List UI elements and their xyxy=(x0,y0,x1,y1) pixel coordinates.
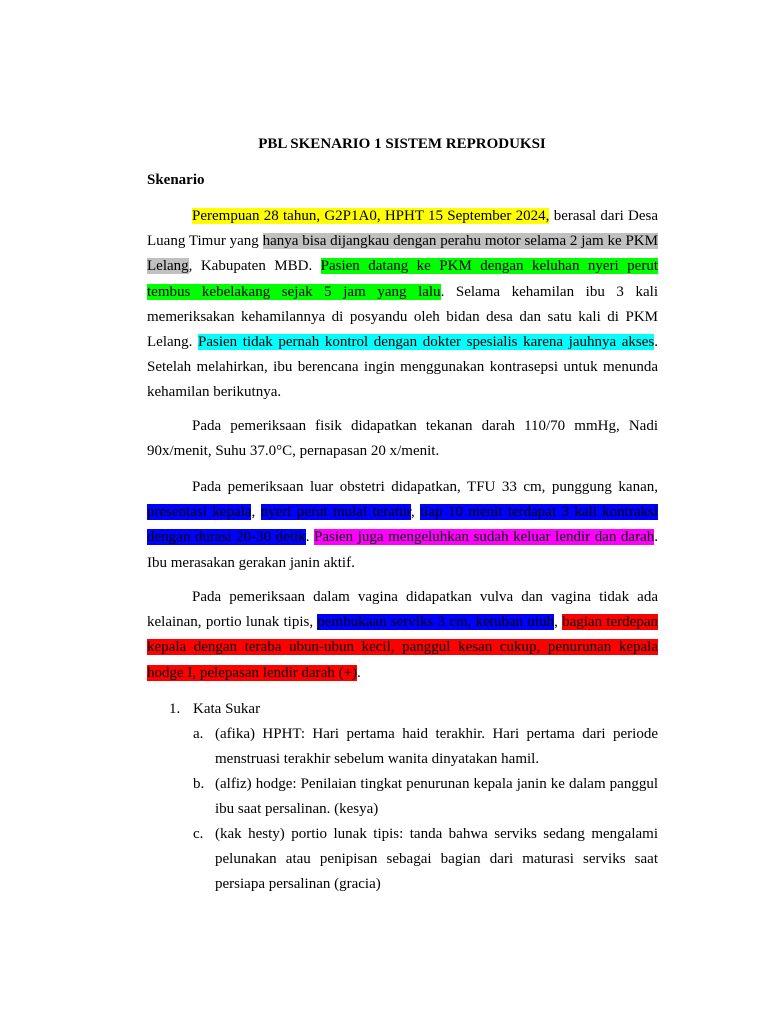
highlight-chief-complaint: Pasien datang ke PKM dengan keluhan nyeri perut tembus kebelakang sejak 5 jam yang lalu xyxy=(147,258,658,300)
text-segment: Pada pemeriksaan luar obstetri didapatkan, TFU 33 cm, punggung kanan, xyxy=(192,479,658,495)
sub-list-letter: a. xyxy=(193,726,204,742)
highlight-fetal-descent: bagian terdepan kepala dengan teraba ubun-ubun kecil, panggul kesan cukup, penurunan kepala hodge I, pelepasan lendir darah (+) xyxy=(147,614,658,681)
sub-list-item xyxy=(193,722,658,772)
text-segment: . xyxy=(357,664,361,681)
highlight-contractions: tiap 10 menit terdapat 3 kali kontraksi dengan durasi 20-30 detik xyxy=(147,504,659,546)
sub-list-text: (alfiz) hodge: Penilaian tingkat penurunan kepala janin ke dalam panggul ibu saat persalinan. (kesya) xyxy=(215,776,658,818)
highlight-cervical-dilation: pembukaan serviks 3 cm, ketuban utuh xyxy=(317,614,555,631)
section-heading: Skenario xyxy=(147,172,205,188)
list-item-label: Kata Sukar xyxy=(193,701,261,717)
document-title: PBL SKENARIO 1 SISTEM REPRODUKSI xyxy=(258,136,546,152)
text-segment: , xyxy=(251,504,261,521)
text-segment: , xyxy=(554,614,563,631)
sub-list-item xyxy=(193,772,658,822)
highlight-mucus-blood: Pasien juga mengeluhkan sudah keluar lendir dan darah xyxy=(314,529,655,546)
sub-list-item xyxy=(193,822,658,898)
scenario-paragraph-4 xyxy=(147,585,658,686)
highlight-patient-identity: Perempuan 28 tahun, G2P1A0, HPHT 15 September 2024, xyxy=(192,208,550,224)
sub-list-letter: b. xyxy=(193,776,205,792)
text-segment: . xyxy=(305,529,315,546)
sub-list-text: (kak hesty) portio lunak tipis: tanda bahwa serviks sedang mengalami pelunakan atau penipisan sebagai bagian dari maturasi serviks saat persiapa persalinan (gracia) xyxy=(215,826,658,893)
text-segment: , Kabupaten MBD. xyxy=(188,258,321,275)
sub-list-text: (afika) HPHT: Hari pertama haid terakhir. Hari pertama dari periode menstruasi terakhir sebelum wanita dinyatakan hamil. xyxy=(215,726,658,768)
highlight-no-specialist: Pasien tidak pernah kontrol dengan dokter spesialis karena jauhnya akses xyxy=(198,334,655,351)
highlight-access-distance: hanya bisa dijangkau dengan perahu motor selama 2 jam ke PKM Lelang xyxy=(147,233,658,275)
text-segment: . Ibu merasakan gerakan janin aktif. xyxy=(147,529,658,571)
text-segment: berasal dari Desa Luang Timur yang xyxy=(147,208,658,250)
scenario-paragraph-3 xyxy=(147,475,658,576)
text-segment: Pada pemeriksaan dalam vagina didapatkan vulva dan vagina tidak ada kelainan, portio lunak tipis, xyxy=(147,589,658,631)
highlight-presentation: presentasi kepala xyxy=(147,504,252,521)
text-segment: , xyxy=(411,504,421,521)
scenario-paragraph-2: Pada pemeriksaan fisik didapatkan tekanan darah 110/70 mmHg, Nadi 90x/menit, Suhu 37.0°C, pernapasan 20 x/menit. xyxy=(147,418,658,460)
text-segment: . Setelah melahirkan, ibu berencana ingin menggunakan kontrasepsi untuk menunda kehamilan berikutnya. xyxy=(147,334,658,401)
list-number: 1. xyxy=(169,701,181,717)
list-item-kata-sukar xyxy=(169,697,260,722)
scenario-paragraph-1 xyxy=(147,204,658,406)
sub-list-letter: c. xyxy=(193,826,204,842)
text-segment: . Selama kehamilan ibu 3 kali memeriksakan kehamilannya di posyandu oleh bidan desa dan satu kali di PKM Lelang. xyxy=(147,283,658,351)
highlight-regular-pain: nyeri perut mulai teratur xyxy=(260,504,411,521)
